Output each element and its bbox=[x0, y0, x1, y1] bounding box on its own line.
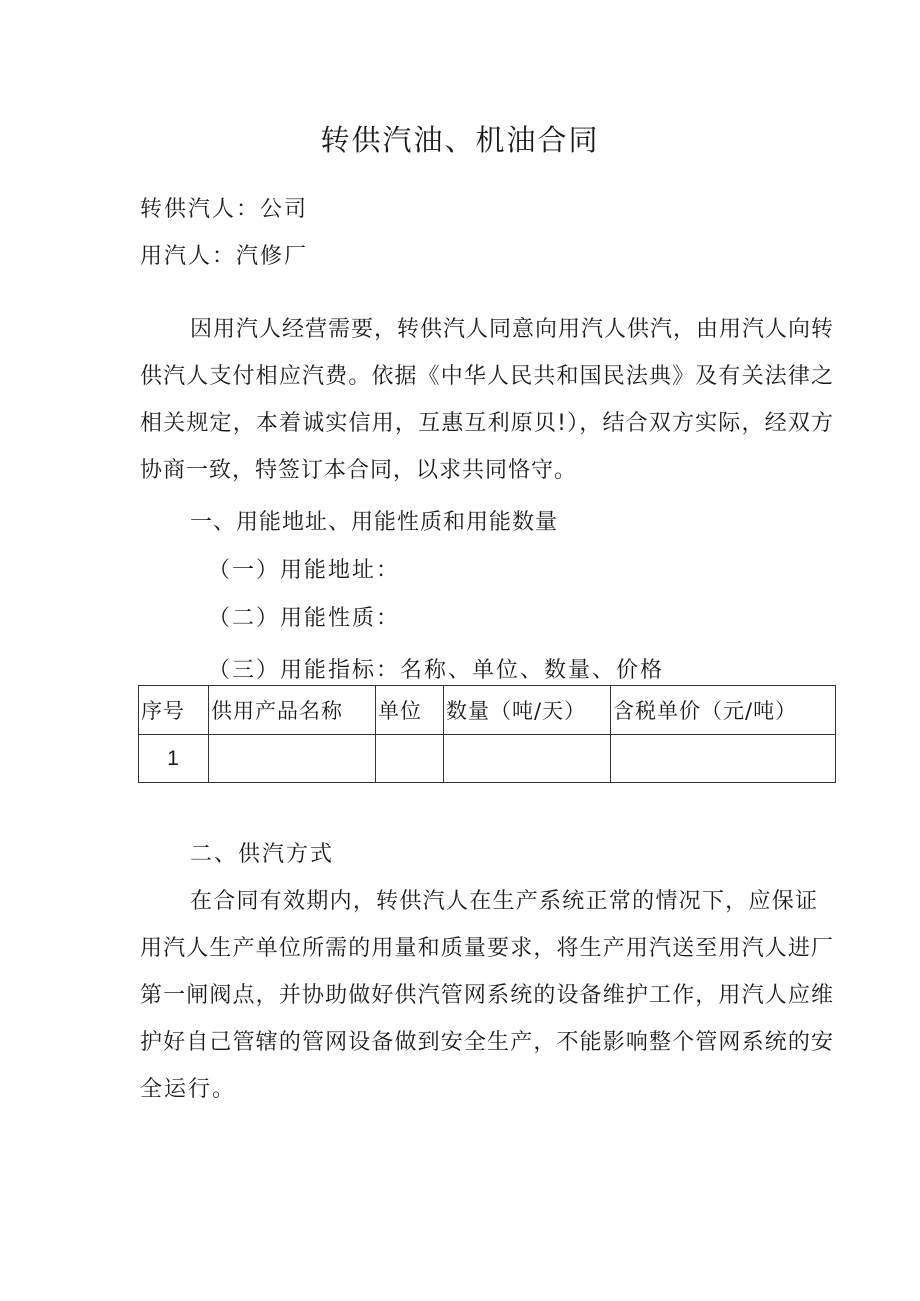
header-unit: 单位 bbox=[376, 686, 444, 735]
section2-heading: 二、供汽方式 bbox=[190, 842, 335, 867]
section2-line-5: 全运行。 bbox=[140, 1077, 237, 1102]
user-party: 用汽人：汽修厂 bbox=[140, 244, 309, 269]
section2-line-3: 第一闸阀点，并协助做好供汽管网系统的设备维护工作，用汽人应维 bbox=[140, 983, 834, 1008]
header-serial: 序号 bbox=[139, 686, 209, 735]
preamble-line-4: 协商一致，特签订本合同，以求共同恪守。 bbox=[140, 458, 578, 483]
document-title: 转供汽油、机油合同 bbox=[320, 123, 600, 157]
section1-item-indicators: （三）用能指标：名称、单位、数量、价格 bbox=[208, 658, 665, 683]
indicator-table bbox=[138, 685, 836, 783]
header-quantity: 数量（吨/天） bbox=[444, 686, 611, 735]
cell-unit-price bbox=[611, 735, 836, 783]
section2-line-4: 护好自己管辖的管网设备做到安全生产，不能影响整个管网系统的安 bbox=[140, 1030, 834, 1055]
preamble-line-1: 因用汽人经营需要，转供汽人同意向用汽人供汽，由用汽人向转 bbox=[190, 317, 835, 342]
header-product-name: 供用产品名称 bbox=[209, 686, 376, 735]
table-header-row bbox=[139, 686, 836, 735]
section1-item-nature: （二）用能性质： bbox=[208, 606, 401, 631]
preamble-line-2: 供汽人支付相应汽费。依据《中华人民共和国民法典》及有关法律之 bbox=[140, 364, 834, 389]
cell-quantity bbox=[444, 735, 611, 783]
cell-serial: 1 bbox=[139, 735, 209, 783]
cell-unit bbox=[376, 735, 444, 783]
supplier-party: 转供汽人：公司 bbox=[140, 197, 309, 222]
section2-line-2: 用汽人生产单位所需的用量和质量要求，将生产用汽送至用汽人进厂 bbox=[140, 936, 834, 961]
section1-heading: 一、用能地址、用能性质和用能数量 bbox=[190, 510, 559, 535]
header-unit-price: 含税单价（元/吨） bbox=[611, 686, 836, 735]
section2-line-1: 在合同有效期内，转供汽人在生产系统正常的情况下，应保证 bbox=[190, 889, 818, 914]
preamble-line-3: 相关规定，本着诚实信用，互惠互利原贝!），结合双方实际，经双方 bbox=[140, 411, 834, 436]
section1-item-address: （一）用能地址： bbox=[208, 558, 401, 583]
table-row bbox=[139, 735, 836, 783]
cell-product-name bbox=[209, 735, 376, 783]
